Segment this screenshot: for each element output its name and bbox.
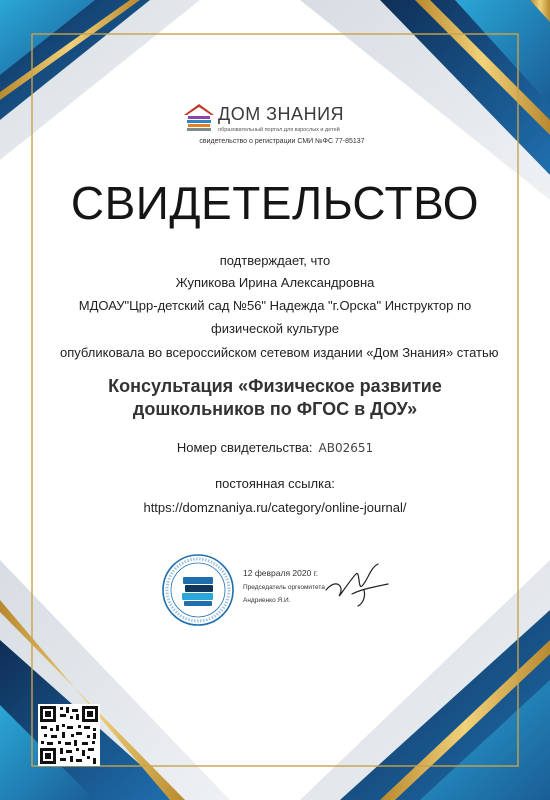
- recipient-name: Жупикова Ирина Александровна: [175, 275, 375, 290]
- published-text: опубликовала во всероссийском сетевом издании «Дом Знания» статью: [60, 345, 499, 360]
- article-title-line-2: дошкольников по ФГОС в ДОУ»: [132, 399, 418, 419]
- seal-books-icon: [161, 553, 235, 627]
- organization-line-2: физической культуре: [211, 321, 339, 336]
- logo-title: ДОМ ЗНАНИЯ: [218, 104, 344, 124]
- certificate-number: [0, 440, 550, 455]
- signature-scribble: [322, 560, 392, 608]
- qr-code-icon[interactable]: [38, 704, 100, 766]
- article-title-line-1: Консультация «Физическое развитие: [108, 376, 442, 396]
- signature-role: Председатель оргкомитета: [243, 584, 325, 591]
- registration-text: свидетельство о регистрации СМИ №ФС 77-85137: [199, 138, 365, 145]
- signature-date: 12 февраля 2020 г.: [243, 568, 319, 578]
- signature-person: Андриенко Я.И.: [243, 597, 291, 604]
- organization-line-1: МДОАУ"Црр-детский сад №56" Надежда "г.Орска" Инструктор по: [78, 298, 472, 313]
- link-label: постоянная ссылка:: [215, 476, 335, 491]
- logo-house-icon: [182, 102, 216, 134]
- certificate-number-label: Номер свидетельства:: [176, 440, 313, 455]
- permanent-link[interactable]: https://domznaniya.ru/category/online-journal/: [143, 500, 407, 515]
- signature-info: [243, 568, 325, 606]
- confirms-text: подтверждает, что: [219, 253, 331, 268]
- logo-subtitle: образовательный портал для взрослых и детей: [218, 127, 340, 133]
- logo: [182, 100, 382, 150]
- certificate-number-value: АВ02651: [318, 441, 374, 455]
- certificate-heading: СВИДЕТЕЛЬСТВО: [70, 177, 480, 229]
